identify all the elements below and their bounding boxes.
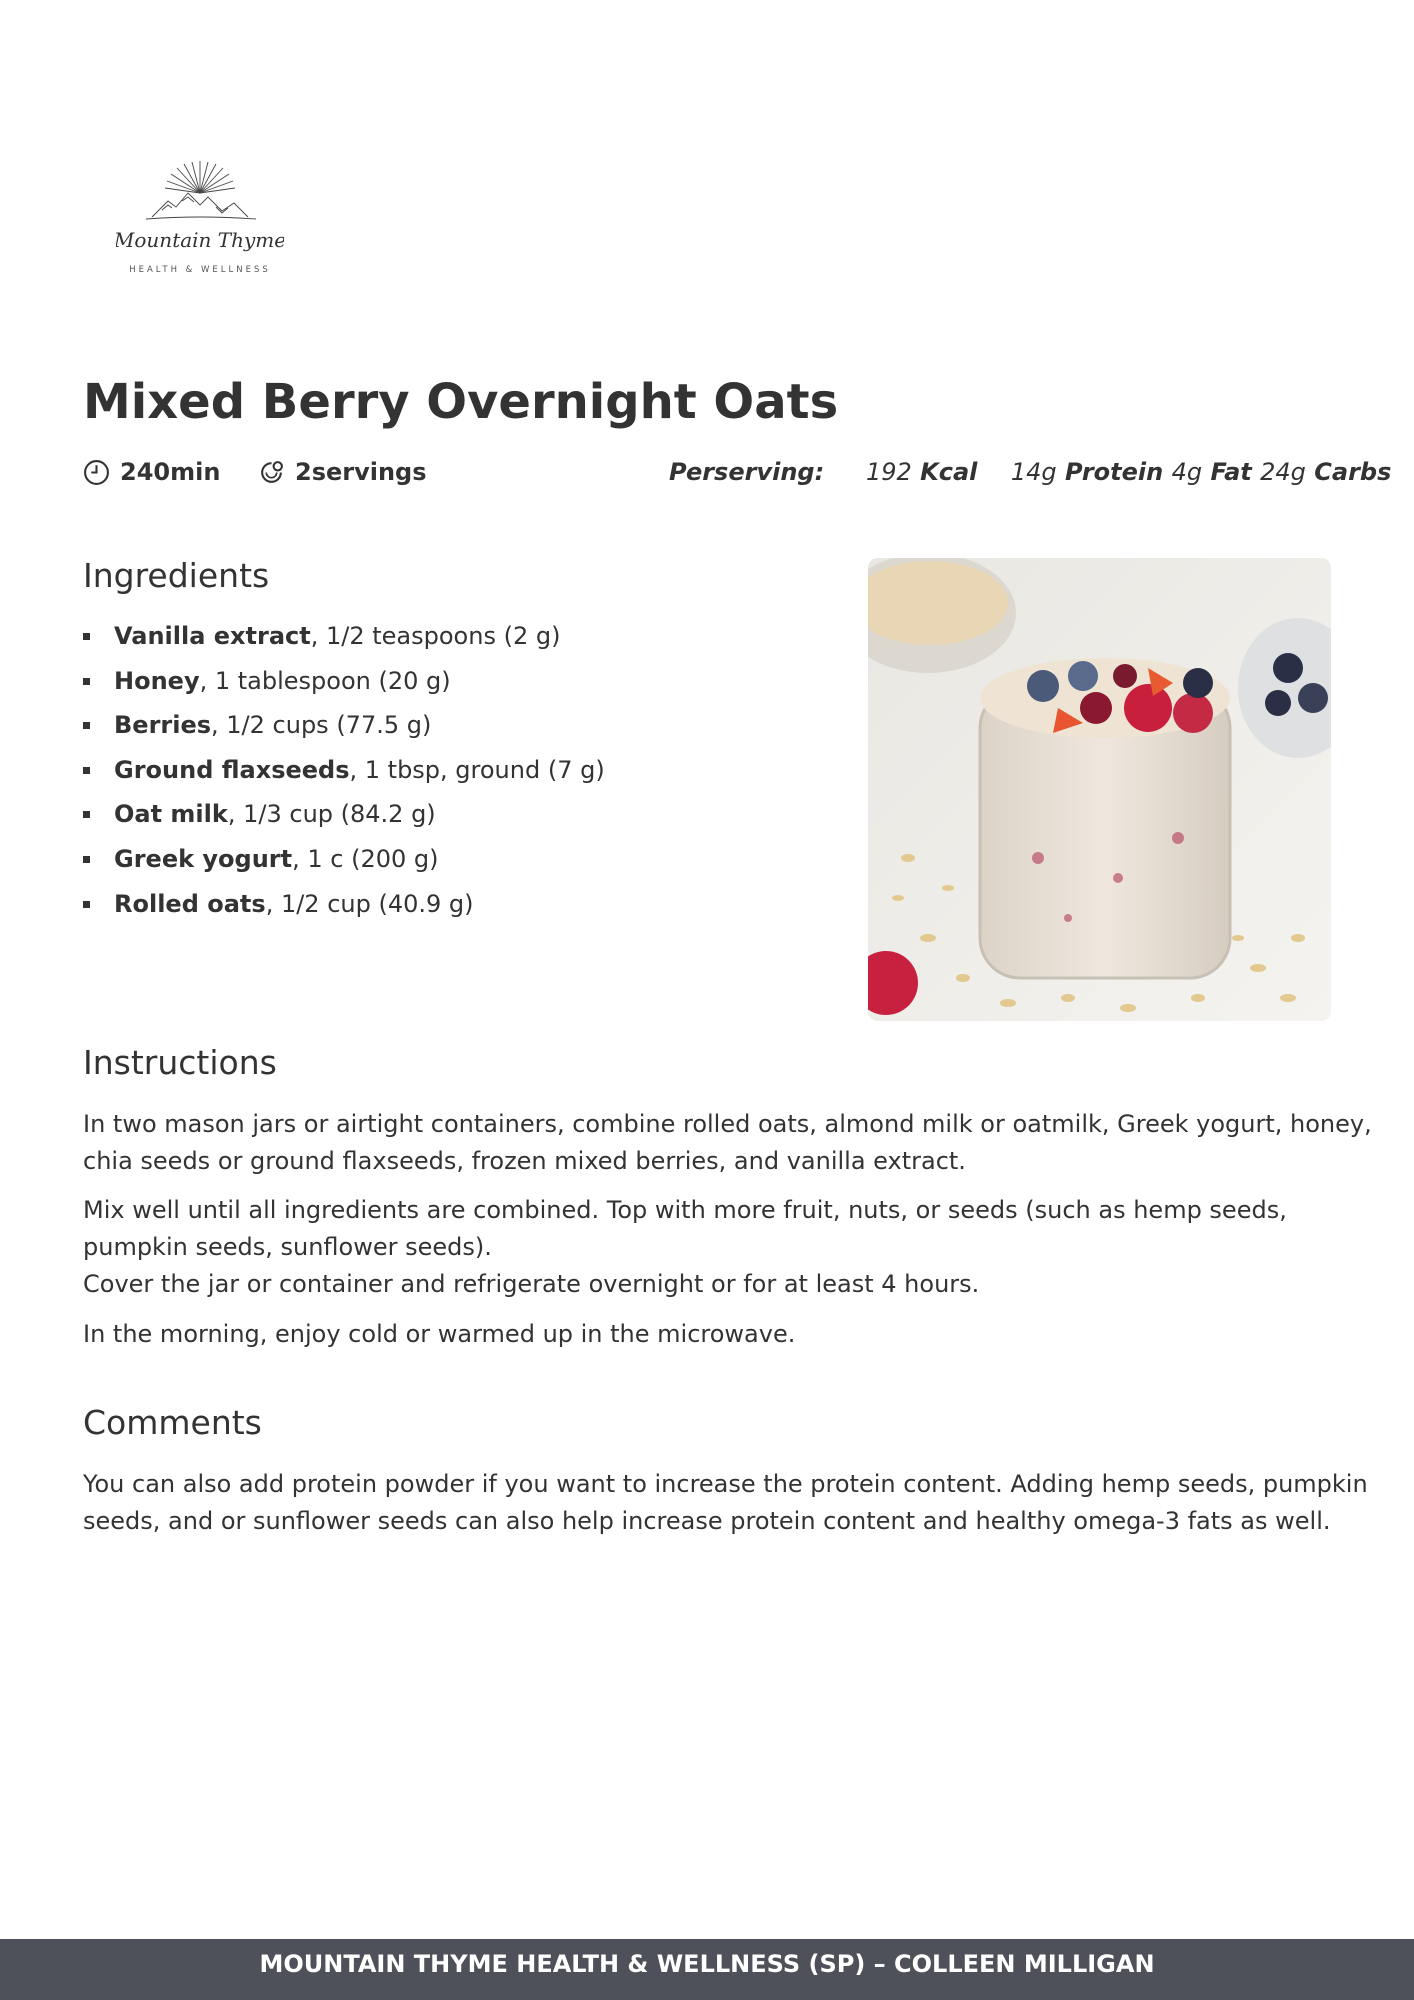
instructions-heading: Instructions (83, 1043, 277, 1082)
list-item (83, 703, 605, 748)
ingredients-heading: Ingredients (83, 556, 270, 595)
mountain-sun-logo-icon (116, 155, 284, 285)
recipe-title: Mixed Berry Overnight Oats (83, 374, 839, 430)
overnight-oats-jar-image (868, 558, 1331, 1021)
list-item (83, 659, 605, 704)
instruction-step-2: Mix well until all ingredients are combined. Top with more fruit, nuts, or seeds (such as hemp seeds, pumpkin seeds, sunflower seeds). (83, 1196, 1287, 1261)
kcal-unit: Kcal (920, 458, 978, 486)
ingredient-name: Ground flaxseeds (114, 755, 350, 784)
carbs-label: Carbs (1314, 458, 1392, 486)
protein-label: Protein (1064, 458, 1164, 486)
page-footer: MOUNTAIN THYME HEALTH & WELLNESS (SP) – COLLEEN MILLIGAN (0, 1939, 1414, 2000)
recipe-meta (83, 458, 1392, 494)
list-item (83, 748, 605, 793)
servings-icon (258, 459, 285, 486)
prep-time (83, 458, 220, 486)
per-serving-label: Perserving: (669, 458, 825, 486)
ingredient-name: Berries (114, 711, 212, 740)
ingredient-name: Oat milk (114, 800, 228, 829)
ingredient-name: Vanilla extract (114, 622, 311, 650)
ingredient-name: Greek yogurt (114, 844, 293, 873)
ingredient-detail: , 1 c (200 g) (292, 844, 439, 873)
comments-text: You can also add protein powder if you want to increase the protein content. Adding hemp seeds, pumpkin seeds, and or sunflower seeds can also help increase protein content and healthy omega-3 fats as well. (83, 1470, 1368, 1535)
fat-value: 4g (1171, 458, 1203, 486)
clock-icon (83, 459, 110, 486)
ingredient-detail: , 1/2 teaspoons (2 g) (310, 622, 561, 650)
list-item (83, 614, 605, 659)
svg-text:HEALTH & WELLNESS: HEALTH & WELLNESS (129, 265, 271, 275)
protein-value: 14g (1010, 458, 1057, 486)
instruction-step-1: In two mason jars or airtight containers, combine rolled oats, almond milk or oatmilk, Greek yogurt, honey, chia seeds or ground flaxseeds, frozen mixed berries, and vanilla extract. (83, 1110, 1372, 1175)
nutrition-summary (669, 458, 1391, 486)
fat-label: Fat (1210, 458, 1252, 486)
instruction-step-4: In the morning, enjoy cold or warmed up in the microwave. (83, 1320, 796, 1348)
ingredient-detail: , 1/2 cups (77.5 g) (211, 711, 432, 740)
recipe-photo (868, 558, 1331, 1021)
servings-value: 2servings (295, 458, 427, 486)
ingredient-detail: , 1/3 cup (84.2 g) (227, 800, 436, 829)
brand-logo (116, 155, 284, 285)
list-item (83, 882, 605, 927)
list-item (83, 837, 605, 882)
ingredient-name: Honey (114, 666, 200, 695)
svg-text:Mountain Thyme: Mountain Thyme (116, 228, 284, 252)
comments-heading: Comments (83, 1403, 262, 1442)
ingredient-detail: , 1 tablespoon (20 g) (199, 666, 451, 695)
ingredient-detail: , 1/2 cup (40.9 g) (265, 889, 474, 918)
ingredient-detail: , 1 tbsp, ground (7 g) (349, 755, 605, 784)
prep-time-value: 240min (120, 458, 221, 486)
list-item (83, 792, 605, 837)
carbs-value: 24g (1260, 458, 1306, 486)
ingredients-list (83, 614, 605, 926)
servings (258, 458, 427, 486)
ingredient-name: Rolled oats (114, 889, 266, 918)
kcal-value: 192 (865, 458, 912, 486)
instruction-step-3: Cover the jar or container and refrigerate overnight or for at least 4 hours. (83, 1270, 980, 1298)
